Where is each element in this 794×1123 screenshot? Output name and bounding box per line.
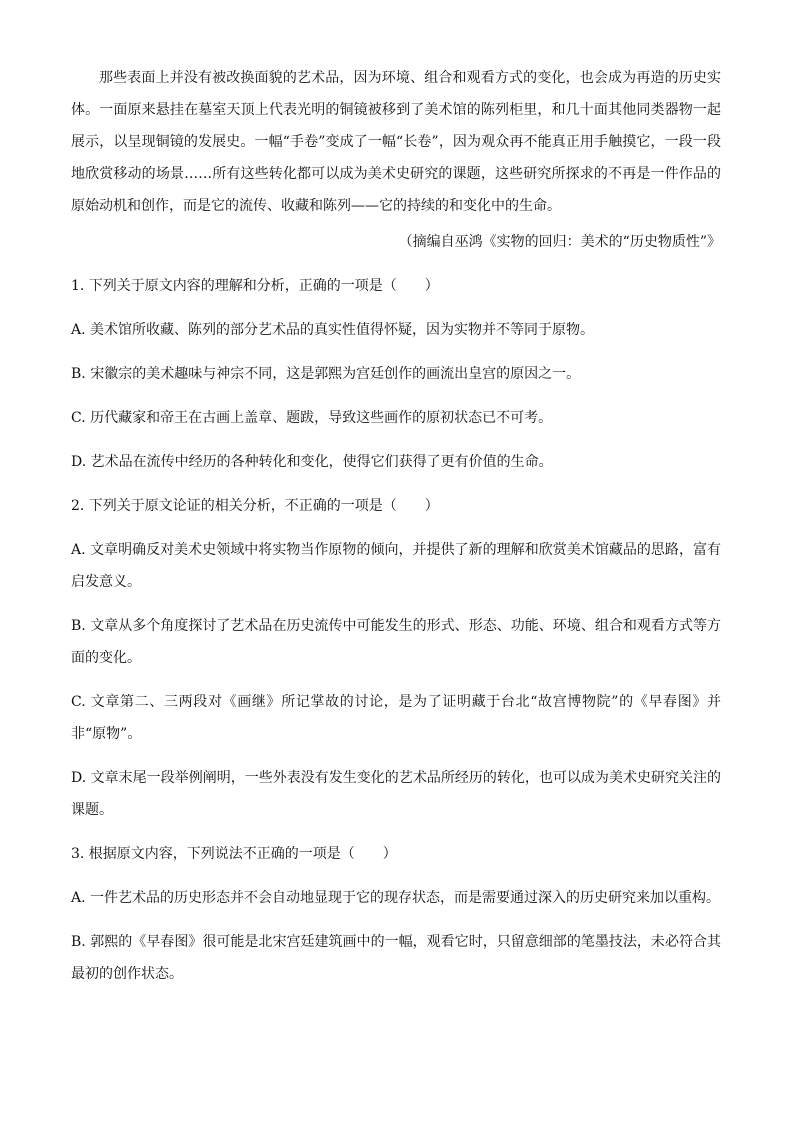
question-stem: 2. 下列关于原文论证的相关分析，不正确的一项是（ ） <box>71 498 439 514</box>
option-a: A. 文章明确反对美术史领域中将实物当作原物的倾向，并提供了新的理解和欣赏美术馆藏品的思路，富有启发意义。 <box>71 542 721 590</box>
option-a: A. 一件艺术品的历史形态并不会自动地显现于它的现存状态，而是需要通过深入的历史研究来加以重构。 <box>71 890 721 906</box>
option-d: D. 文章末尾一段举例阐明，一些外表没有发生变化的艺术品所经历的转化，也可以成为美术史研究关注的课题。 <box>71 770 721 818</box>
question-block-2 <box>71 490 721 826</box>
question-stem: 3. 根据原文内容，下列说法不正确的一项是（ ） <box>71 846 397 862</box>
document-content <box>71 62 721 1002</box>
option-c: C. 文章第二、三两段对《画继》所记掌故的讨论，是为了证明藏于台北“故宫博物院”的《早春图》并非“原物”。 <box>71 694 721 742</box>
option-b: B. 宋徽宗的美术趣味与神宗不同，这是郭熙为宫廷创作的画流出皇宫的原因之一。 <box>71 366 581 382</box>
question-block-1 <box>71 270 721 478</box>
option-a: A. 美术馆所收藏、陈列的部分艺术品的真实性值得怀疑，因为实物并不等同于原物。 <box>71 322 595 338</box>
option-b: B. 郭熙的《早春图》很可能是北宋宫廷建筑画中的一幅，观看它时，只留意细部的笔墨技法，未必符合其最初的创作状态。 <box>71 934 721 982</box>
question-block-3 <box>71 838 721 990</box>
question-stem: 1. 下列关于原文内容的理解和分析，正确的一项是（ ） <box>71 278 439 294</box>
option-b: B. 文章从多个角度探讨了艺术品在历史流传中可能发生的形式、形态、功能、环境、组合和观看方式等方面的变化。 <box>71 618 721 666</box>
passage-paragraph: 那些表面上并没有被改换面貌的艺术品，因为环境、组合和观看方式的变化，也会成为再造的历史实体。一面原来悬挂在墓室天顶上代表光明的铜镜被移到了美术馆的陈列柜里，和几十面其他同类器物一起展示，以呈现铜镜的发展史。一幅“手卷”变成了一幅“长卷”，因为观众再不能真正用手触摸它，一段一段地欣赏移动的场景……所有这些转化都可以成为美术史研究的课题，这些研究所探求的不再是一件作品的原始动机和创作，而是它的流传、收藏和陈列——它的持续的和变化中的生命。 <box>71 70 721 214</box>
option-c: C. 历代藏家和帝王在古画上盖章、题跋，导致这些画作的原初状态已不可考。 <box>71 410 553 426</box>
option-d: D. 艺术品在流传中经历的各种转化和变化，使得它们获得了更有价值的生命。 <box>71 454 553 470</box>
passage-source: （摘编自巫鸿《实物的回归：美术的“历史物质性”》 <box>398 234 721 250</box>
